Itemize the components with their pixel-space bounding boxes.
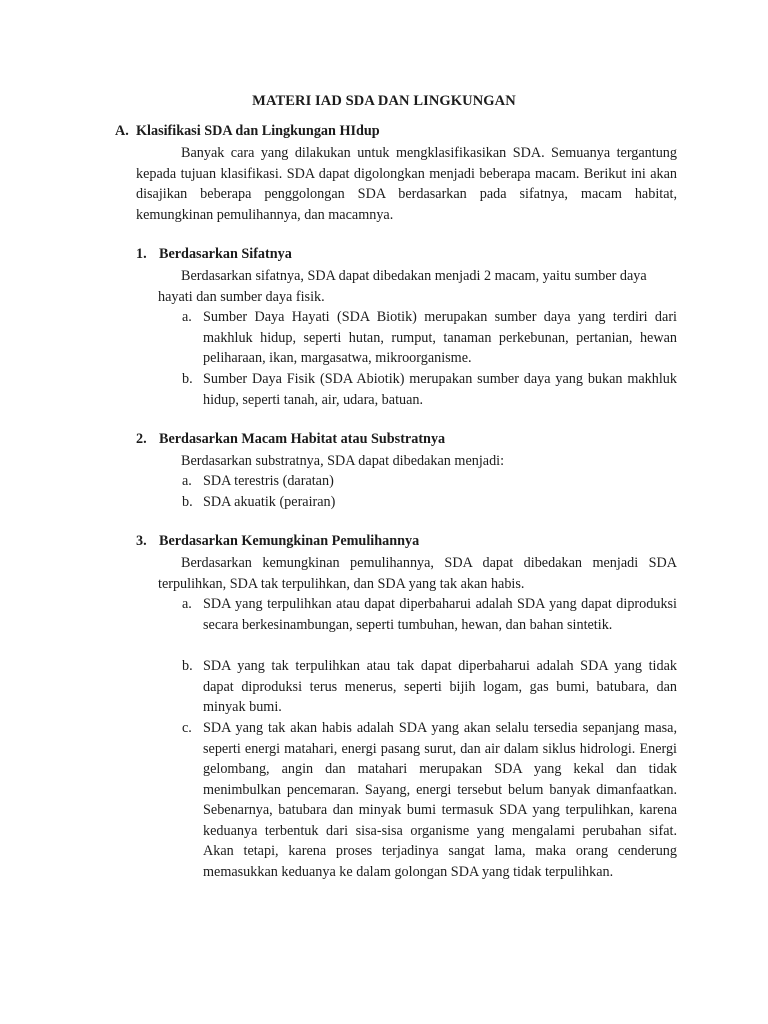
list-item bbox=[182, 369, 677, 410]
sub1-title: Berdasarkan Sifatnya bbox=[159, 246, 292, 262]
sub2-title: Berdasarkan Macam Habitat atau Substratnya bbox=[159, 431, 446, 447]
list-item bbox=[182, 307, 677, 369]
sub3-heading bbox=[136, 533, 419, 550]
list-item-text: SDA terestris (daratan) bbox=[203, 473, 334, 489]
list-marker: a. bbox=[182, 309, 192, 325]
list-item-text: SDA akuatik (perairan) bbox=[203, 494, 336, 510]
list-marker: b. bbox=[182, 494, 193, 510]
section-a-intro: Banyak cara yang dilakukan untuk mengklasifikasikan SDA. Semuanya tergantung kepada tujuan klasifikasi. SDA dapat digolongkan menjadi beberapa macam. Berikut ini akan disajikan beberapa penggolongan SDA berdasarkan pada sifatnya, macam habitat, kemungkinan pemulihannya, dan macamnya. bbox=[136, 145, 677, 223]
sub3-number: 3. bbox=[136, 533, 147, 549]
sub2-intro: Berdasarkan substratnya, SDA dapat dibedakan menjadi: bbox=[181, 453, 505, 469]
list-item bbox=[182, 471, 677, 492]
sub1-heading bbox=[136, 246, 292, 263]
section-a-marker: A. bbox=[115, 123, 129, 139]
list-marker: a. bbox=[182, 596, 192, 612]
sub2-heading bbox=[136, 431, 445, 448]
sub2-number: 2. bbox=[136, 431, 147, 447]
list-item bbox=[182, 718, 677, 882]
list-item-text: SDA yang tak terpulihkan atau tak dapat diperbaharui adalah SDA yang tidak dapat diproduksi terus menerus, seperti bijih logam, gas bumi, batubara, dan minyak bumi. bbox=[203, 658, 677, 715]
list-marker: b. bbox=[182, 658, 193, 674]
sub3-title: Berdasarkan Kemungkinan Pemulihannya bbox=[159, 533, 420, 549]
list-item bbox=[182, 656, 677, 718]
list-item bbox=[182, 594, 677, 635]
section-a-heading bbox=[115, 123, 380, 140]
list-marker: a. bbox=[182, 473, 192, 489]
sub1-intro: Berdasarkan sifatnya, SDA dapat dibedakan menjadi 2 macam, yaitu sumber daya hayati dan sumber daya fisik. bbox=[158, 268, 647, 305]
list-item bbox=[182, 492, 677, 513]
list-item-text: Sumber Daya Fisik (SDA Abiotik) merupakan sumber daya yang bukan makhluk hidup, seperti tanah, air, udara, batuan. bbox=[203, 371, 677, 408]
list-marker: c. bbox=[182, 720, 192, 736]
list-item-text: SDA yang terpulihkan atau dapat diperbaharui adalah SDA yang dapat diproduksi secara berkesinambungan, seperti tumbuhan, hewan, dan bahan sintetik. bbox=[203, 596, 677, 633]
sub1-number: 1. bbox=[136, 246, 147, 262]
sub3-intro: Berdasarkan kemungkinan pemulihannya, SDA dapat dibedakan menjadi SDA terpulihkan, SDA tak terpulihkan, dan SDA yang tak akan habis. bbox=[158, 555, 677, 592]
list-item-text: SDA yang tak akan habis adalah SDA yang akan selalu tersedia sepanjang masa, seperti energi matahari, energi pasang surut, dan air dalam siklus hidrologi. Energi gelombang, angin dan matahari merupakan SDA yang kekal dan tidak menimbulkan pencemaran. Sayang, energi tersebut belum banyak dimanfaatkan. Sebenarnya, batubara dan minyak bumi termasuk SDA yang terpulihkan, karena keduanya terbentuk dari sisa-sisa organisme yang mengalami perubahan sifat. Akan tetapi, karena proses terjadinya sangat lama, maka orang cenderung memasukkan keduanya ke dalam golongan SDA yang tidak terpulihkan. bbox=[203, 720, 677, 880]
section-a-title: Klasifikasi SDA dan Lingkungan HIdup bbox=[136, 123, 380, 139]
page-title: MATERI IAD SDA DAN LINGKUNGAN bbox=[252, 93, 516, 109]
list-marker: b. bbox=[182, 371, 193, 387]
list-item-text: Sumber Daya Hayati (SDA Biotik) merupakan sumber daya yang terdiri dari makhluk hidup, seperti hutan, rumput, tanaman perkebunan, pertanian, hewan peliharaan, ikan, margasatwa, mikroorganisme. bbox=[203, 309, 677, 366]
